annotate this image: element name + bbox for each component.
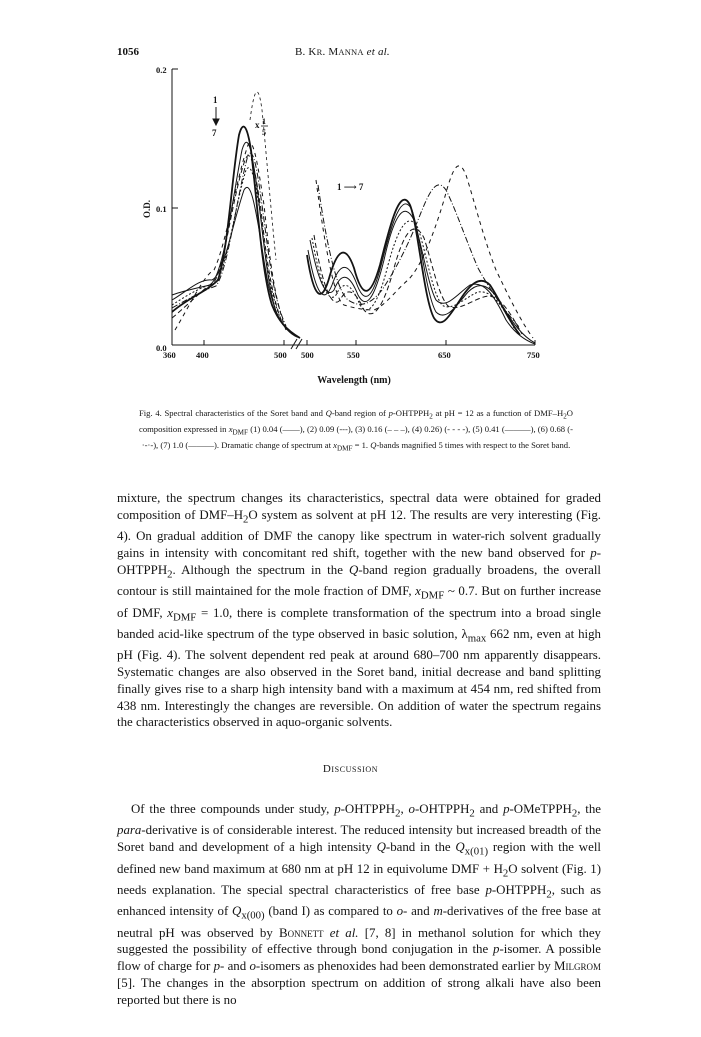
x-tick-label: 360 (163, 350, 176, 360)
figure-axes (172, 69, 535, 349)
qband-curve-5 (308, 204, 535, 343)
soret-curve-2 (172, 168, 282, 322)
down-arrow-icon (213, 107, 219, 125)
qband-curve-1 (310, 211, 535, 344)
arrow-label-top: 1 (213, 95, 218, 105)
paragraph-1: mixture, the spectrum changes its characteristics, spectral data were obtained for graded composition of DMF–$H_2O$ system as solvent at pH 12. The results are very interesting (Fig. 4). On gradual addition of DMF the canopy like spectrum in water-rich solvent gradually gains in intensity with concomitant red shift, together with the new band observed for $p-OHTPPH_2$. Although the spectrum in the Q-band region gradually broadens, the overall contour is still maintained for the mole fraction of DMF, $x_{DMF}$ ~ 0.7. But on further increase of DMF, $x_{DMF} = 1.0$, there is complete transformation of the spectrum into a broad single banded acid-like spectrum of the type observed in basic solution, $\lambda_{max}$ 662 nm, even at high pH (Fig. 4). The solvent dependent red peak at around 680–700 nm apparently disappears. Systematic changes are also observed in the Soret band, initial decrease and band splitting finally gives rise to a sharp high intensity band with a maximum at 454 nm, red shifted from 438 nm. Interestingly the changes are reversible. On addition of water the spectrum regains the characteristics observed in aquo-organic solvents. (117, 491, 602, 730)
soret-curve-7 (172, 127, 300, 338)
spectrum-figure (0, 0, 701, 420)
x-tick-label: 400 (196, 350, 209, 360)
page-number: 1056 (117, 46, 139, 58)
x-tick-label: 750 (527, 350, 540, 360)
magnification-x: x (255, 120, 260, 130)
magnification-numerator: 1 (262, 117, 266, 126)
y-tick-label: 0.2 (156, 65, 167, 75)
paragraph-2: Of the three compounds under study, $p-OHTPPH_2$, $o-OHTPPH_2$ and p-OMeTPPH$_2$, the para-derivative is of considerable interest. The reduced intensity but increased breadth of the Soret band and development of a high intensity Q-band in the $Q_{x(01)}$ region with the well defined new band maximum at 680 nm at pH 12 in equivolume DMF + $H_2O$ solvent (Fig. 1) needs explanation. The special spectral characteristics of free base $p-OHTPPH_2$, such as enhanced intensity of $Q_{x(00)}$ (band I) as compared to o- and m-derivatives of the free base at neutral pH was observed by Bonnett et al. [7, 8] in methanol solution for which they suggested the possibility of effective through bond conjugation in the p-isomer. A possible flow of charge for p- and o-isomers as phenoxides had been demonstrated earlier by Milgrom [5]. The changes in the absorption spectrum on addition of strong alkali have also been reported but there is no (117, 802, 602, 1007)
y-tick-label: 0.1 (156, 204, 167, 214)
qband-curves (307, 166, 535, 344)
x-tick-label: 500 (274, 350, 287, 360)
soret-curve-5 (172, 142, 278, 318)
x-tick-label: 650 (438, 350, 451, 360)
magnification-denominator: 5 (262, 128, 266, 137)
figure-caption (139, 407, 573, 456)
running-authors: B. KR. MANNA et al. (295, 46, 390, 58)
section-heading: Discussion (322, 763, 379, 775)
y-axis-label: O.D. (142, 200, 152, 218)
soret-curves (172, 92, 300, 338)
qband-curve-2 (312, 221, 514, 328)
arrow-label-bottom: 7 (212, 128, 217, 138)
x-tick-label: 500 (301, 350, 314, 360)
figure-caption-text: Fig. 4. Spectral characteristics of the Soret band and Q-band region of $p-OHTPPH_2$ at pH = 12 as a function of DMF–$H_2O$ composition expressed in $x_{DMF}$ (1) 0.04 (——), (2) 0.09 (---), (3) 0.16 (– – –), (4) 0.26) (- - - -), (5) 0.41 (———), (6) 0.68 (-·-·-), (7) 1.0 (———). Dramatic change of spectrum at $x_{DMF} = 1$. Q-bands magnified 5 times with respect to the Soret band. (139, 408, 573, 454)
x-axis-label: Wavelength (nm) (317, 375, 391, 386)
y-tick-label: 0.0 (156, 343, 167, 353)
x-tick-label: 550 (347, 350, 360, 360)
arrow-label-right: 1 ⟶ 7 (337, 182, 364, 192)
